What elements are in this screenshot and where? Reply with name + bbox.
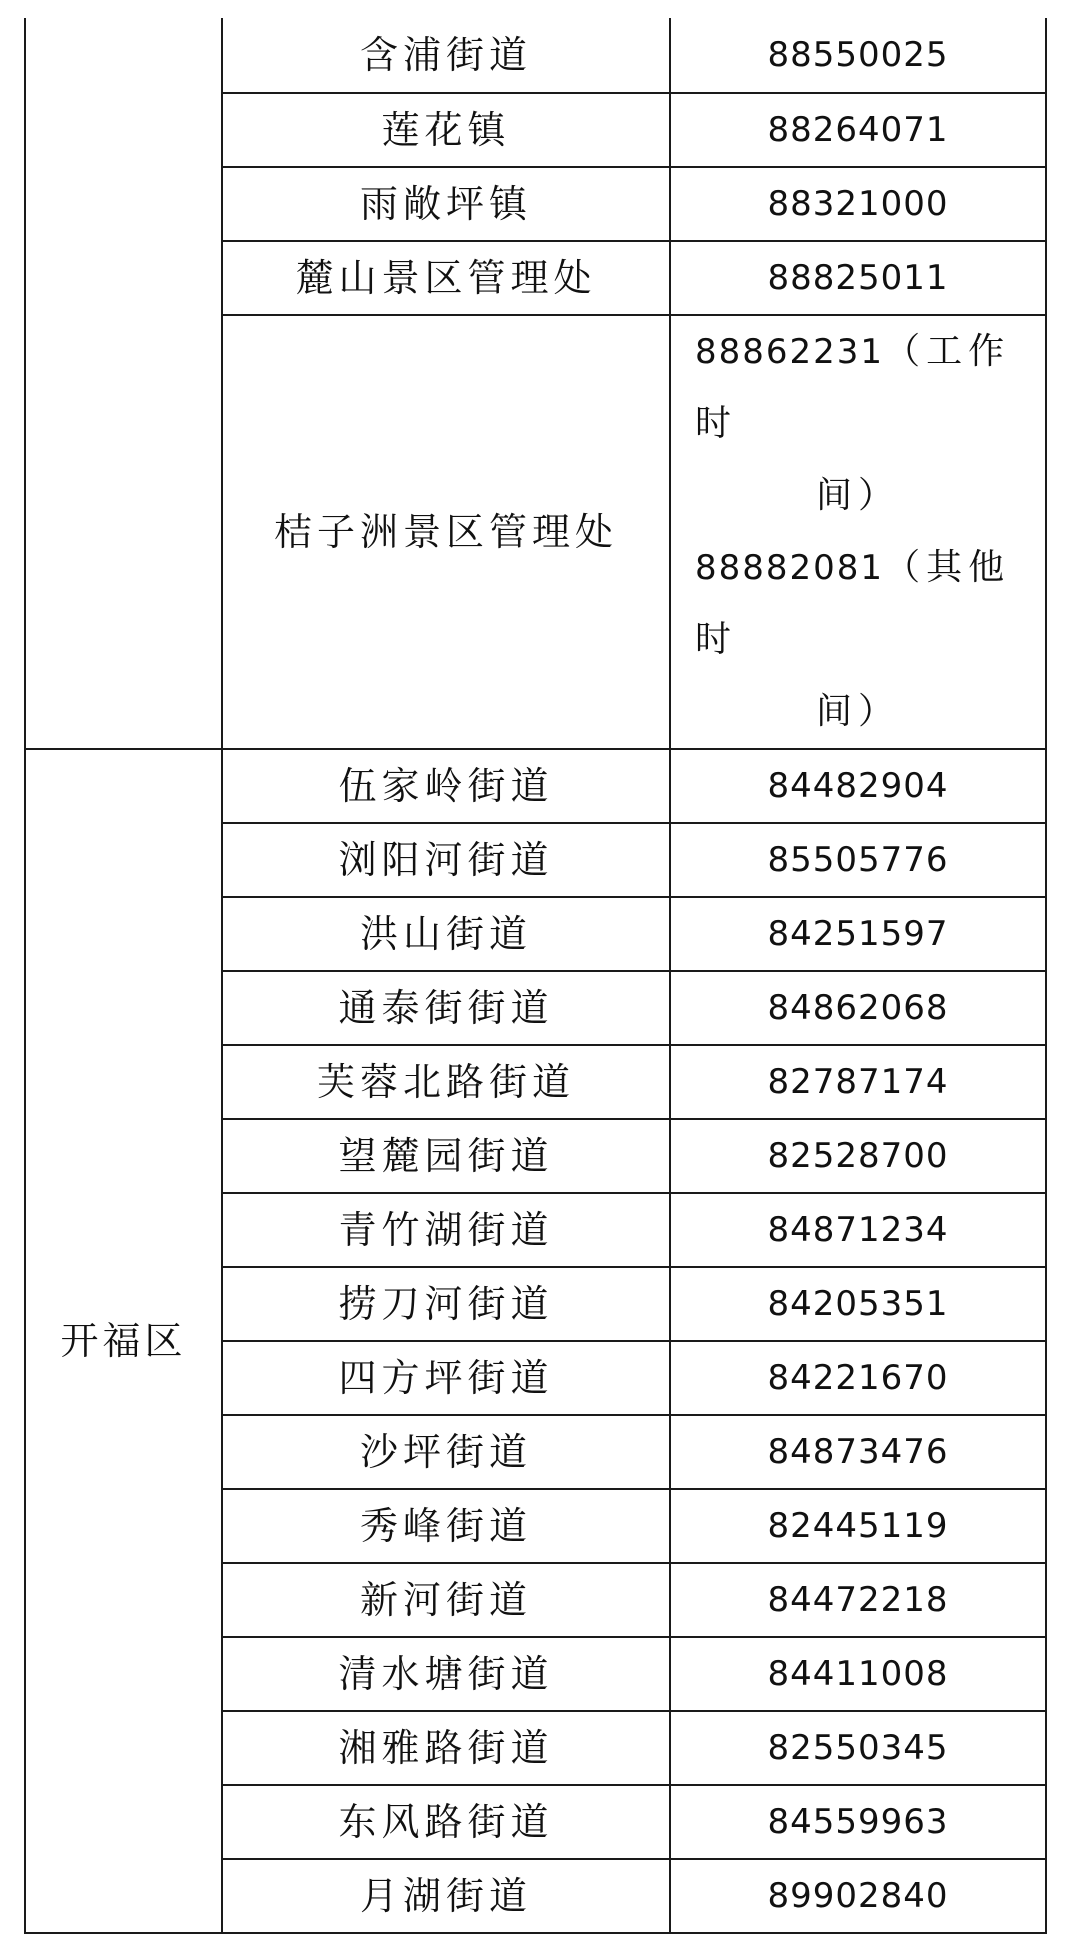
unit-cell: 沙坪街道 <box>222 1415 670 1489</box>
unit-cell: 东风路街道 <box>222 1785 670 1859</box>
unit-cell: 青竹湖街道 <box>222 1193 670 1267</box>
phone-cell: 84205351 <box>670 1267 1046 1341</box>
unit-cell: 伍家岭街道 <box>222 749 670 823</box>
unit-cell: 清水塘街道 <box>222 1637 670 1711</box>
phone-cell: 82550345 <box>670 1711 1046 1785</box>
phone-cell: 85505776 <box>670 823 1046 897</box>
phone-note: 间） <box>815 475 900 516</box>
unit-cell: 洪山街道 <box>222 897 670 971</box>
unit-cell: 四方坪街道 <box>222 1341 670 1415</box>
phone-cell: 84221670 <box>670 1341 1046 1415</box>
table-row <box>25 749 1046 823</box>
phone-cell: 84411008 <box>670 1637 1046 1711</box>
phone-line-wrap <box>681 676 1035 748</box>
unit-cell: 湘雅路街道 <box>222 1711 670 1785</box>
phone-cell: 84871234 <box>670 1193 1046 1267</box>
phone-cell: 89902840 <box>670 1859 1046 1933</box>
phone-cell: 84873476 <box>670 1415 1046 1489</box>
phone-cell: 84251597 <box>670 897 1046 971</box>
phone-cell: 84472218 <box>670 1563 1046 1637</box>
contact-table <box>24 18 1047 1934</box>
unit-cell: 新河街道 <box>222 1563 670 1637</box>
phone-line-work <box>681 316 1035 460</box>
phone-cell: 84482904 <box>670 749 1046 823</box>
phone-cell: 88825011 <box>670 241 1046 315</box>
unit-cell: 雨敞坪镇 <box>222 167 670 241</box>
phone-number: 88862231 <box>695 332 885 372</box>
phone-cell: 88264071 <box>670 93 1046 167</box>
phone-line-other <box>681 532 1035 676</box>
phone-cell: 82445119 <box>670 1489 1046 1563</box>
unit-cell: 莲花镇 <box>222 93 670 167</box>
unit-cell: 望麓园街道 <box>222 1119 670 1193</box>
phone-cell: 88550025 <box>670 18 1046 93</box>
phone-cell: 82528700 <box>670 1119 1046 1193</box>
unit-cell: 芙蓉北路街道 <box>222 1045 670 1119</box>
district-cell-continued <box>25 18 222 749</box>
phone-cell: 88321000 <box>670 167 1046 241</box>
unit-cell: 捞刀河街道 <box>222 1267 670 1341</box>
phone-line-wrap <box>681 460 1035 532</box>
unit-cell: 浏阳河街道 <box>222 823 670 897</box>
phone-note: （其他时 <box>695 547 1011 660</box>
phone-note: （工作时 <box>695 331 1011 444</box>
unit-cell: 桔子洲景区管理处 <box>222 315 670 749</box>
district-cell-kaifu: 开福区 <box>25 749 222 1933</box>
unit-cell: 含浦街道 <box>222 18 670 93</box>
phone-note: 间） <box>815 691 900 732</box>
phone-number: 88882081 <box>695 548 885 588</box>
table-row <box>25 18 1046 93</box>
phone-cell: 84862068 <box>670 971 1046 1045</box>
phone-cell-multi <box>670 315 1046 749</box>
unit-cell: 麓山景区管理处 <box>222 241 670 315</box>
phone-cell: 84559963 <box>670 1785 1046 1859</box>
unit-cell: 通泰街街道 <box>222 971 670 1045</box>
phone-cell: 82787174 <box>670 1045 1046 1119</box>
unit-cell: 秀峰街道 <box>222 1489 670 1563</box>
unit-cell: 月湖街道 <box>222 1859 670 1933</box>
